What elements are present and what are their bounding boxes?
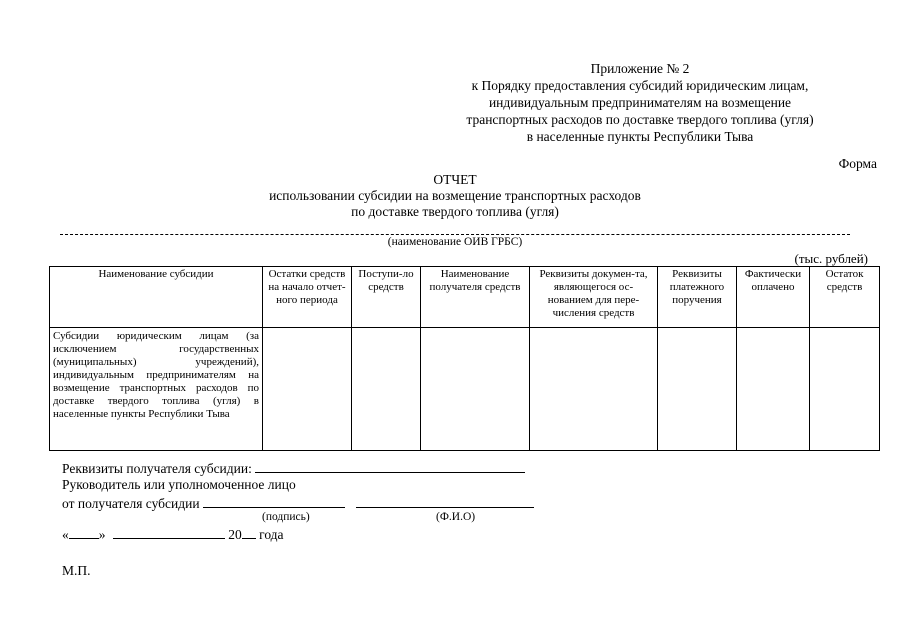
col-header-subsidy-name: Наименование субсидии (50, 267, 263, 328)
units-label: (тыс. рублей) (794, 251, 868, 266)
appendix-line: Приложение № 2 (590, 61, 690, 76)
col-header-basis-document: Реквизиты докумен-та, являющегося ос-нованием для пере-числения средств (530, 267, 658, 328)
report-title-line2: по доставке твердого топлива (угля) (351, 204, 559, 219)
appendix-line: в населенные пункты Республики Тыва (526, 129, 754, 144)
table-header-row (50, 267, 880, 328)
oiv-caption: (наименование ОИВ ГРБС) (387, 236, 523, 248)
stamp-label: М.П. (62, 563, 91, 578)
oiv-name-line (60, 234, 850, 235)
signature-caption: (подпись) (262, 511, 310, 523)
date-year-prefix: 20 (228, 527, 242, 542)
date-open-quote: « (62, 527, 69, 542)
form-label: Форма (838, 156, 877, 171)
date-year-field[interactable] (242, 525, 256, 539)
date-day-field[interactable] (69, 525, 99, 539)
opening-balance-cell[interactable] (263, 328, 352, 451)
recipient-details-field[interactable] (255, 459, 525, 473)
appendix-line: индивидуальным предпринимателям на возмещение (488, 95, 792, 110)
col-header-closing-balance: Остаток средств (810, 267, 880, 328)
actually-paid-cell[interactable] (737, 328, 810, 451)
date-month-field[interactable] (113, 525, 225, 539)
appendix-line: транспортных расходов по доставке твердого топлива (угля) (466, 112, 814, 127)
head-signature-row (62, 494, 534, 512)
basis-document-cell[interactable] (530, 328, 658, 451)
date-suffix: года (259, 527, 284, 542)
recipient-details-label: Реквизиты получателя субсидии: (62, 461, 252, 476)
col-header-recipient-name: Наименование получателя средств (421, 267, 530, 328)
table-row (50, 328, 880, 451)
recipient-name-cell[interactable] (421, 328, 530, 451)
report-title-line1: использовании субсидии на возмещение транспортных расходов (269, 188, 641, 203)
report-table (49, 266, 880, 451)
col-header-received: Поступи-ло средств (352, 267, 421, 328)
head-label-line2: от получателя субсидии (62, 496, 200, 511)
payment-order-cell[interactable] (658, 328, 737, 451)
date-close-quote: » (98, 527, 106, 542)
appendix-header (430, 60, 850, 145)
date-row (62, 525, 284, 543)
closing-balance-cell[interactable] (810, 328, 880, 451)
received-cell[interactable] (352, 328, 421, 451)
col-header-actually-paid: Фактически оплачено (737, 267, 810, 328)
fio-field[interactable] (356, 494, 534, 508)
appendix-line: к Порядку предоставления субсидий юридическим лицам, (471, 78, 809, 93)
report-title-main: ОТЧЕТ (433, 172, 477, 187)
recipient-details-row (62, 459, 525, 477)
signature-field[interactable] (203, 494, 345, 508)
subsidy-name-cell: Субсидии юридическим лицам (за исключением государственных (муниципальных) учреждений), индивидуальным предпринимателям на возмещение транспортных расходов по доставке твердого топлива (угля) в населенные пункты Республики Тыва (50, 328, 263, 451)
report-title (150, 172, 760, 220)
col-header-opening-balance: Остатки средств на начало отчет-ного периода (263, 267, 352, 328)
head-label-line1: Руководитель или уполномоченное лицо (62, 477, 296, 492)
col-header-payment-order: Реквизиты платежного поручения (658, 267, 737, 328)
fio-caption: (Ф.И.О) (436, 511, 476, 523)
